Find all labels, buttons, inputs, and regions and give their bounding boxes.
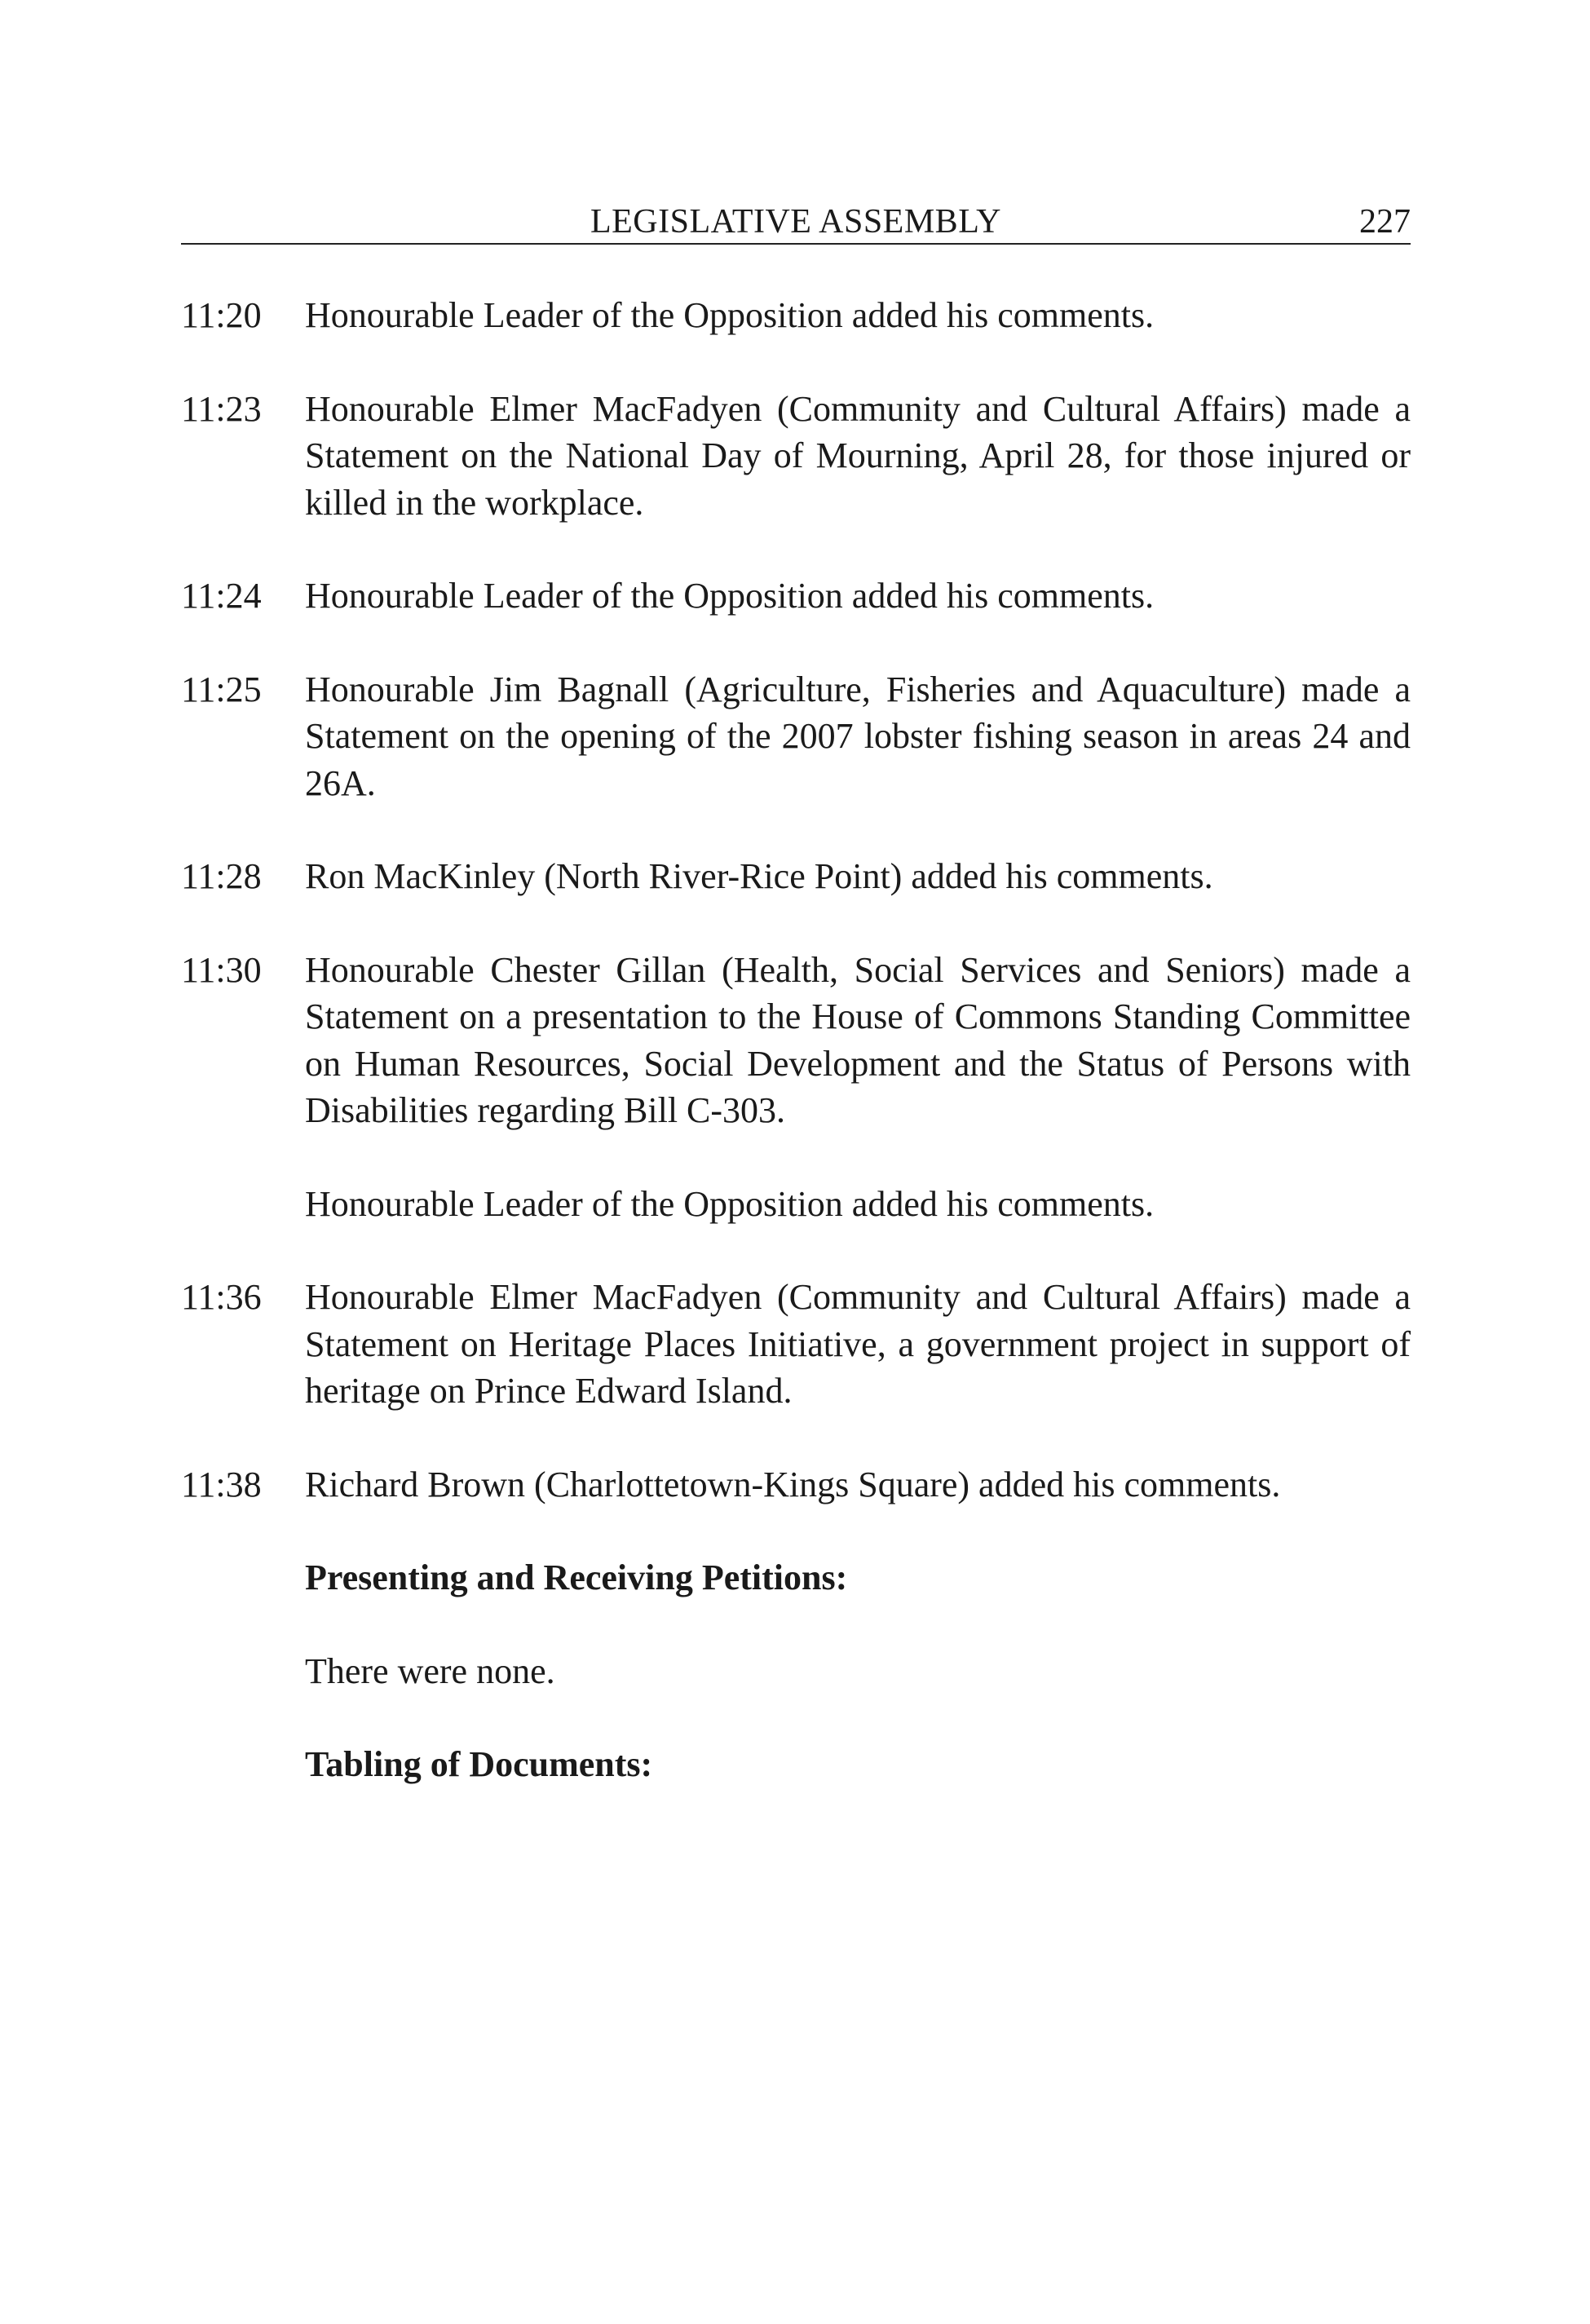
journal-entry [181, 947, 1411, 1134]
header-title: LEGISLATIVE ASSEMBLY [590, 203, 1001, 241]
journal-entry [181, 853, 1411, 900]
entry-time: 11:20 [181, 295, 262, 335]
journal-entry [181, 292, 1411, 339]
entry-text: Honourable Leader of the Opposition added his comments. [305, 576, 1155, 616]
journal-body [181, 292, 1411, 1835]
journal-entry [181, 666, 1411, 807]
entry-time: 11:28 [181, 856, 262, 896]
entry-time: 11:23 [181, 388, 262, 429]
journal-entry [181, 1461, 1411, 1509]
entry-text: Ron MacKinley (North River-Rice Point) added his comments. [305, 856, 1213, 896]
page-header [181, 201, 1411, 245]
entry-text: Honourable Jim Bagnall (Agriculture, Fisheries and Aquaculture) made a Statement on the opening of the 2007 lobster fishing season in areas 24 and 26A. [305, 669, 1411, 803]
entry-time: 11:30 [181, 949, 262, 990]
entry-text: Richard Brown (Charlottetown-Kings Square) added his comments. [305, 1464, 1281, 1504]
page-number: 227 [1359, 203, 1411, 241]
entry-text: Honourable Chester Gillan (Health, Social Services and Seniors) made a Statement on a presentation to the House of Commons Standing Committee on Human Resources, Social Development and the Status of Persons with Disabilities regarding Bill C-303. [305, 949, 1411, 1130]
entry-note: Honourable Leader of the Opposition added his comments. [305, 1183, 1155, 1224]
petitions-heading: Presenting and Receiving Petitions: [305, 1557, 848, 1597]
petitions-text: There were none. [305, 1650, 555, 1691]
entry-time: 11:24 [181, 576, 262, 616]
journal-entry [181, 386, 1411, 527]
entry-text: Honourable Elmer MacFadyen (Community and Cultural Affairs) made a Statement on Heritage Places Initiative, a government project in support of heritage on Prince Edward Island. [305, 1277, 1411, 1411]
journal-entry [181, 572, 1411, 620]
journal-entry [181, 1274, 1411, 1415]
entry-text: Honourable Elmer MacFadyen (Community and Cultural Affairs) made a Statement on the National Day of Mourning, April 28, for those injured or killed in the workplace. [305, 388, 1411, 523]
entry-time: 11:38 [181, 1464, 262, 1504]
tabling-heading: Tabling of Documents: [305, 1744, 653, 1784]
entry-time: 11:36 [181, 1277, 262, 1317]
entry-time: 11:25 [181, 669, 262, 709]
entry-text: Honourable Leader of the Opposition added his comments. [305, 295, 1155, 335]
